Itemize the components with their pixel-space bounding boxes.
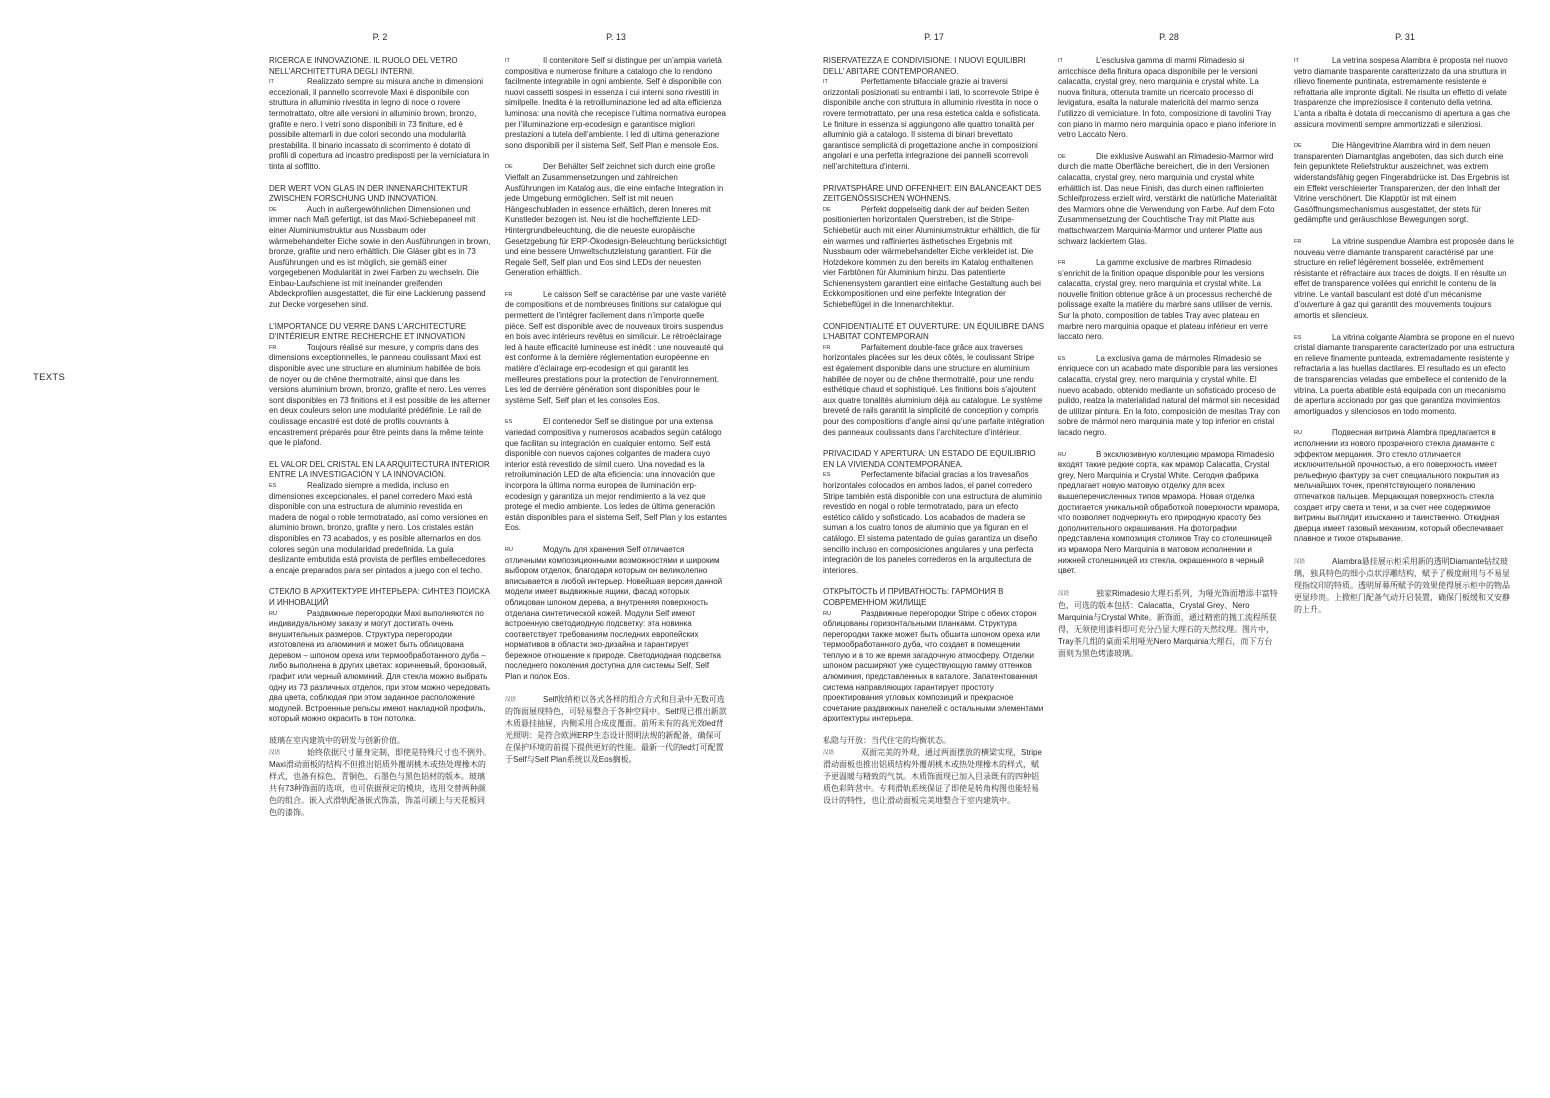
language-section	[269, 736, 491, 819]
section-body	[1058, 258, 1280, 343]
language-section	[823, 56, 1045, 173]
section-text: Подвесная витрина Alambra предлагается в исполнении из нового прозрачного стекла диаманте с эффектом мерцания. Это стекло отличается исключительной прочностью, а его поверхность имеет рельефную фактуру за счет специального покрытия из мельчайших точек, препятствующего появлению отпечатков пальцев. Мерцающая поверхность стекла создает игру света и тени, и за счет нее содержимое витрины выглядит изысканно и таинственно. Откидная дверца имеет газовый механизм, который обеспечивает плавное и тихое открывание.	[1294, 428, 1504, 544]
language-section	[269, 56, 491, 173]
section-body	[269, 343, 491, 449]
language-section	[269, 460, 491, 577]
language-section	[1058, 152, 1280, 247]
section-body	[269, 747, 491, 819]
section-body	[823, 470, 1045, 576]
language-section	[505, 694, 727, 766]
language-tag: ES	[1294, 334, 1302, 341]
language-tag: FR	[1294, 238, 1302, 245]
section-body	[823, 343, 1045, 438]
section-body	[1058, 354, 1280, 439]
language-tag: DE	[505, 164, 513, 171]
section-body	[505, 290, 727, 407]
language-tag: IT	[505, 58, 510, 64]
language-tag: RU	[505, 546, 513, 553]
language-tag: IT	[269, 79, 274, 86]
section-text: Realizado siempre a medida, incluso en dimensiones excepcionales, el panel corredero Maxi está disponible con una estructura de aluminio revestida en madera de nogal o roble termotratado, así como versiones en aluminio brown, bronzo, grafite y nero. Los cristales están disponibles en 73 acabados, y es posible alternarlos en dos colores según una modularidad predefinida. La guía deslizante embutida está provista de perfiles embellecedores a encaje preparados para ser pintados a juego con el techo.	[269, 480, 488, 575]
language-section	[1058, 354, 1280, 439]
section-text: Раздвижные перегородки Stripe с обеих сторон облицованы горизонтальными планками. Структура перегородки также может быть обшита шпоном ореха или термообработанного дуба, что создает в помещении теплую и в то же время загадочную атмосферу. Отделки шпоном расширяют уже существующую гамму оттенков алюминия, представленных в каталоге. Запатентованная система направляющих гарантирует простоту проектирования угловых композиций и прекрасное сочетание раздвижных панелей с остальными элементами архитектуры интерьера.	[823, 608, 1044, 724]
language-tag: FR	[1058, 260, 1066, 267]
section-title: СТЕКЛО В АРХИТЕКТУРЕ ИНТЕРЬЕРА: СИНТЕЗ ПОИСКА И ИННОВАЦИЙ	[269, 587, 490, 607]
language-section	[505, 417, 727, 534]
section-title: PRIVATSPHÄRE UND OFFENHEIT: EIN BALANCEAKT DES ZEITGENÖSSISCHEN WOHNENS.	[823, 183, 1042, 204]
language-section	[1294, 333, 1516, 418]
text-column-p31	[1294, 32, 1516, 627]
language-tag: DE	[1058, 153, 1066, 160]
section-body	[505, 56, 727, 151]
language-tag: RU	[1058, 451, 1066, 458]
section-text: La vitrina colgante Alambra se propone en el nuevo cristal diamante transparente caracterizado por una estructura en relieve finamente punteada, extremadamente resistente y refractaria a las huellas dactilares. El resultado es un efecto de transparencias veladas que embellece el contenido de la vitrina. La puerta abatible está equipada con un mecanismo de apertura accionado por gas que garantiza movimientos amortiguados y silenciosos en todo momento.	[1294, 332, 1515, 416]
section-body	[1294, 333, 1516, 418]
language-section	[823, 184, 1045, 311]
language-tag: FR	[269, 344, 277, 351]
section-body	[505, 162, 727, 279]
language-tag: 汉语	[1294, 558, 1306, 565]
section-text: Realizzato sempre su misura anche in dimensioni eccezionali, il pannello scorrevole Maxi è disponibile con struttura in alluminio rivestita in legno di noce o rovere termotrattato, oltre alle versioni in alluminio brown, bronzo, grafite e nero. I vetri sono disponibili in 73 finiture, ed è possibile alternarli in due colori secondo una modularità prestabilita. Il binario incassato di scorrimento è dotato di profili di copertura ad incastro predisposti per la verniciatura in tinta al soffitto.	[269, 77, 490, 171]
section-title: ОТКРЫТОСТЬ И ПРИВАТНОСТЬ: ГАРМОНИЯ В СОВРЕМЕННОМ ЖИЛИЩЕ	[823, 587, 1004, 607]
language-section	[505, 545, 727, 683]
section-text: Toujours réalisé sur mesure, y compris dans des dimensions exceptionnelles, le panneau coulissant Maxi est disponible avec une structure en aluminium habillée de bois de noyer ou de chêne thermotraité, ainsi que dans les versions aluminium brown, bronzo, grafite et nero. Les verres sont disponibles en 73 finitions et il est possible de les alterner en deux couleurs selon une modularité prédéfinie. Le rail de coulissage encastré est doté de profils couvrants à encastrement préparés pour être peints dans la même teinte que le plafond.	[269, 342, 491, 448]
page-number: P. 17	[924, 32, 944, 42]
language-tag: ES	[505, 419, 513, 426]
section-title: CONFIDENTIALITÉ ET OUVERTURE: UN ÉQUILIBRE DANS L’HABITAT CONTEMPORAIN	[823, 321, 1045, 342]
language-tag: 汉语	[823, 749, 835, 756]
section-body	[823, 205, 1045, 311]
language-section	[505, 162, 727, 279]
section-text: 独家Rimadesio大理石系列，为哑光饰面增添丰富特色，可选的版本包括：Calacatta、Crystal Grey、Nero Marquinia与Crystal White。新饰面，通过精密的抛工流程所获得，无须使用漆料即可充分凸显大理石的天然纹理。图片中，Tray茶几组的桌面采用哑光Nero Marquinia大理石，而下方台面则为黑色烤漆玻璃。	[1058, 588, 1278, 658]
language-tag: ES	[269, 482, 277, 489]
section-text: 始终依据尺寸量身定制，即使是特殊尺寸也不例外。Maxi滑动面板的结构不但推出铝质外覆胡桃木或热处理橡木的样式，也备有棕色、青铜色、石墨色与黑色铝材的版本。玻璃共有73种饰面的选项，也可依据预定的模块，选用交替两种颜色的组合。嵌入式滑轨配备嵌式饰盖，饰盖可刷上与天花板同色的漆饰。	[269, 747, 491, 817]
section-text: 双面完美的外观，通过两面摆放的横梁实现，Stripe滑动面板也推出铝质结构外覆胡桃木或热处理橡木的样式，赋予更温暖与精致的气氛。木质饰面现已加入目录既有的四种铝质色彩阵营中。专利滑轨系统保证了即使是转角构图也能轻易设计的特性，也让滑动面板完美地整合于室内建筑中。	[823, 747, 1042, 805]
section-text: Die Hängevitrine Alambra wird in dem neuen transparenten Diamantglas angeboten, das sich durch eine fein gepunktete Reliefstruktur auszeichnet, was extrem widerstandsfähig gegen Fingerabdrücke ist. Das Ergebnis ist ein Effekt verschleierter Transparenzen, der den Inhalt der Vitrine verschönert. Die Klapptür ist mit einem Gasöffnungsmechanismus ausgestattet, der stets für gedämpfte und geräuschlose Bewegungen sorgt.	[1294, 141, 1510, 225]
section-title: 玻璃在室内建筑中的研发与创新价值。	[269, 736, 405, 746]
language-section	[823, 449, 1045, 576]
section-title: RISERVATEZZA E CONDIVISIONE. I NUOVI EQUILIBRI DELL’ ABITARE CONTEMPORANEO.	[823, 56, 1026, 76]
section-text: El contenedor Self se distingue por una extensa variedad compositiva y numerosos acabados según catálogo que facilitan su integración en cualquier entorno. Self está disponible con nuevos cajones colgantes de madera cuyo interior está revestido de símil cuero. Una novedad es la retroiluminación LED de alta eficiencia: una innovación que incorpora la última norma europea de iluminación erp-ecodesign y garantiza un mejor rendimiento a la vez que protege el medio ambiente. Los ledes de última generación están disponibles para el sistema Self, Self Plan y los estantes Eos.	[505, 417, 727, 533]
language-section	[1294, 556, 1516, 616]
page-number: P. 2	[372, 32, 388, 42]
section-text: Il contenitore Self si distingue per un’ampia varietà compositiva e numerose finiture a catalogo che lo rendono facilmente integrabile in ogni ambiente. Self è disponibile con nuovi cassetti sospesi in essenza i cui interni sono rivestiti in similpelle. Inedita è la retroilluminazione led ad alta efficienza luminosa: una novità che recepisce l’ultima normativa europea per l’illuminazione erp-ecodesign e garantisce migliori prestazioni a tutela dell’ambiente. I led di ultima generazione sono disponibili per il sistema Self, Self Plan e mensole Eos.	[505, 56, 727, 150]
section-title: 私隐与开放：当代住宅的均衡状态。	[823, 736, 951, 746]
section-title: RICERCA E INNOVAZIONE. IL RUOLO DEL VETRO NELL’ARCHITETTURA DEGLI INTERNI.	[269, 56, 458, 76]
side-label: TEXTS	[33, 372, 66, 383]
section-text: Parfaitement double-face grâce aux traverses horizontales placées sur les deux côtés, le coulissant Stripe est également disponible dans une structure en aluminium habillée de noyer ou de chêne thermotraité, pour une rendu esthétique chaud et sophistiqué. Les finitions bois s’ajoutent aux quatre tonalités aluminium déjà au catalogue. Le système breveté de rails garantit la simplicité de conception y compris pour des compositions d’angle ainsi qu’une parfaite intégration des panneaux coulissants dans l’architecture d’intérieur.	[823, 342, 1045, 437]
section-text: L’esclusiva gamma di marmi Rimadesio si arricchisce della finitura opaca disponibile per le versioni calacatta, crystal grey, nero marquinia e crystal white. La nuova finitura, ottenuta tramite un ricercato processo di levigatura, esalta la naturale matericità del marmo senza l’utilizzo di verniciature. In foto, composizione di tavolini Tray con piano in marmo nero marquinia opaco e piano inferiore in vetro Laccato Nero.	[1058, 56, 1276, 140]
text-column-p13	[505, 32, 727, 777]
language-tag: ES	[1058, 355, 1066, 362]
language-tag: 汉语	[505, 696, 517, 703]
section-body	[1294, 141, 1516, 226]
language-tag: RU	[823, 610, 831, 617]
text-column-p2	[269, 32, 491, 830]
section-title: DER WERT VON GLAS IN DER INNENARCHITEKTUR ZWISCHEN FORSCHUNG UND INNOVATION.	[269, 183, 468, 204]
section-body	[1058, 152, 1280, 247]
section-text: Раздвижные перегородки Maxi выполняются по индивидуальному заказу и могут достигать очень внушительных размеров. Структура перегородки изготовлена из алюминия и может быть облицована деревом – шпоном ореха или термообработанного дуба – либо выполнена в других цветах: коричневый, бронзовый, графит или черный алюминий. Для стекла можно выбрать одну из 73 различных отделок, при этом можно чередовать два цвета, соблюдая при этом заданное расположение модулей. Встроенные рельсы имеют накладной профиль, который можно окрасить в тон потолка.	[269, 608, 490, 724]
section-text: La gamme exclusive de marbres Rimadesio s’enrichit de la finition opaque disponible pour les versions calacatta, crystal grey, nero marquinia et crystal white. La nouvelle finition obtenue grâce à un processus recherché de polissage exalte la matière du marbre sans utiliser de vernis. Sur la photo, composition de tables Tray avec plateau en marbre nero marquinia opaque et plateau inférieur en verre laccato nero.	[1058, 258, 1273, 342]
section-body	[269, 205, 491, 311]
section-title: PRIVACIDAD Y APERTURA: UN ESTADO DE EQUILIBRIO EN LA VIVIENDA CONTEMPORÁNEA.	[823, 449, 1036, 469]
section-body	[269, 77, 491, 172]
section-body	[1058, 450, 1280, 577]
section-text: La vitrine suspendue Alambra est proposée dans le nouveau verre diamante transparent caractérisé par une structure en relief légèrement bosselée, extrêmement résistante et réfractaire aux traces de doigts. Il en résulte un effet de transparence voilées qui enrichit le contenu de la vitrine. Le vantail basculant est doté d’un mécanisme d’ouverture à gaz qui garantit des mouvements toujours amortis et silencieux.	[1294, 236, 1514, 321]
language-section	[269, 322, 491, 449]
section-text: Die exklusive Auswahl an Rimadesio-Marmor wird durch die matte Oberfläche bereichert, die in den Versionen calacatta, crystal grey, nero marquinia und crystal white erhältlich ist. Das neue Finish, das durch einen raffinierten Schleifprozess erzielt wird, verstärkt die natürliche Materialität des Marmors ohne die Verwendung von Farbe. Auf dem Foto Zusammensetzung der Couchtische Tray mit Platte aus mattschwarzem Marquinia-Marmor und unterer Platte aus schwarz lackiertem Glas.	[1058, 151, 1277, 246]
section-text: Der Behälter Self zeichnet sich durch eine große Vielfalt an Zusammensetzungen und zahlreichen Ausführungen im Katalog aus, die eine einfache Integration in jede Umgebung ermöglichen. Self ist mit neuen Hängeschubladen in essence erhältlich, deren Inneres mit Kunstleder bezogen ist. Neu ist die hocheffiziente LED-Hintergrundbeleuchtung, die die neueste europäische Gesetzgebung für ERP-Ökodesign-Beleuchtung berücksichtigt und eine bessere Umweltschutzleistung garantiert. Für die Regale Self, Self plan und Eos sind LEDs der neuesten Generation erhältlich.	[505, 162, 727, 278]
section-text: La exclusiva gama de mármoles Rimadesio se enriquece con un acabado mate disponible para las versiones calacatta, crystal grey, nero marquinia y crystal white. El nuevo acabado, obtenido mediante un sofisticado proceso de pulido, realza la materialidad natural del mármol sin necesidad de utilizar pintura. En la foto, composición de mesitas Tray con sobre de mármol nero marquinia mate y top inferior en cristal lacado negro.	[1058, 353, 1280, 437]
language-tag: IT	[1058, 58, 1063, 64]
section-title: EL VALOR DEL CRISTAL EN LA ARQUITECTURA INTERIOR ENTRE LA INVESTIGACIÓN Y LA INNOVACIÓN.	[269, 459, 490, 480]
section-text: Perfekt doppelseitig dank der auf beiden Seiten positionierten horizontalen Querstreben, ist die Stripe-Schiebetür auch mit einer Aluminiumstruktur erhältlich, die für ein warmes und raffiniertes ästhetisches Ergebnis mit Nussbaum oder wärmebehandelter Eiche verkleidet ist. Die Holzdekore kommen zu den bereits im Katalog enthaltenen vier Farbtönen für Aluminium hinzu. Das patentierte Schienensystem garantiert eine einfache Gestaltung auch bei Eckkompositionen und eine perfekte Integration der Schiebeflügel in die Innenarchitektur.	[823, 204, 1041, 310]
section-body	[1294, 237, 1516, 322]
section-text: Perfettamente bifacciale grazie ai traversi orizzontali posizionati su entrambi i lati, lo scorrevole Stripe è disponibile anche con struttura in alluminio rivestita in noce o rovere termotrattato, per una resa estetica calda e sofisticata. Le finiture in essenza si aggiungono alle quattro tonalità per alluminio già a catalogo. Il sistema di binari brevettato garantisce semplicità di progettazione anche in composizioni angolari e una perfetta integrazione dei pannelli scorrevoli nell’architettura d’interni.	[823, 77, 1041, 171]
language-tag: 汉语	[269, 749, 281, 756]
section-body	[505, 694, 727, 766]
section-text: La vetrina sospesa Alambra è proposta nel nuovo vetro diamante trasparente caratterizzato da una struttura in rilievo finemente puntinata, estremamente resistente e refrattaria alle impronte digitali. Ne risulta un effetto di velate trasparenze che impreziosisce il contenuto della vetrina. L’anta a ribalta è dotata di meccanismo di apertura a gas che assicura movimenti sempre ammortizzati e silenziosi.	[1294, 56, 1511, 129]
language-section	[823, 736, 1045, 807]
page-number: P. 13	[606, 32, 626, 42]
language-section	[1058, 56, 1280, 141]
language-section	[505, 56, 727, 151]
section-body	[1294, 556, 1516, 616]
language-section	[1294, 237, 1516, 322]
language-tag: RU	[1294, 430, 1302, 437]
language-section	[269, 587, 491, 725]
language-section	[1058, 450, 1280, 577]
language-section	[1294, 56, 1516, 130]
language-tag: RU	[269, 610, 277, 617]
section-body	[823, 77, 1045, 172]
section-body	[505, 417, 727, 534]
section-text: В эксклюзивную коллекцию мрамора Rimadesio входят такие редкие сорта, как мрамор Calacatta, Crystal grey, Nero Marquinia и Crystal White. Сегодня фабрика предлагает новую матовую отделку для всех вышеперечисленных типов мрамора. Новая отделка достигается уникальной обработкой поверхности мрамора, что позволяет подчеркнуть его природную красоту без дополнительного окрашивания. На фотографии представлена композиция столиков Tray со столешницей из мрамора Nero Marquinia в матовом исполнении и нижней столешницей из стекла, окрашенного в черный цвет.	[1058, 449, 1280, 576]
section-body	[1058, 588, 1280, 660]
language-tag: 汉语	[1058, 590, 1070, 597]
section-body	[505, 545, 727, 683]
page-number: P. 31	[1395, 32, 1415, 42]
language-tag: IT	[823, 79, 828, 86]
section-body	[823, 747, 1045, 807]
language-tag: FR	[823, 344, 831, 351]
language-section	[1294, 428, 1516, 545]
language-section	[1058, 588, 1280, 660]
section-body	[1294, 428, 1516, 545]
section-body	[269, 481, 491, 576]
language-section	[505, 290, 727, 407]
language-tag: IT	[1294, 58, 1299, 64]
text-column-p28	[1058, 32, 1280, 671]
section-body	[1294, 56, 1516, 130]
section-text: Alambra悬挂展示柜采用新的透明Diamante钻纹玻璃，独具特色的细小点状浮雕结构，赋予了极度耐用与不易显现指纹印的特质。透明屏幕所赋予的效果使得展示柜中的物品更显珍贵。上掀柜门配备气动开启装置，确保门板缓和又安静的上升。	[1294, 556, 1510, 614]
language-section	[823, 322, 1045, 439]
section-text: Self收纳柜以各式各样的组合方式和目录中无数可选的饰面展现特色，可轻易整合于各种空间中。Self现已推出新款木质悬挂抽屉，内侧采用合成皮覆面。前所未有的高光效led背光照明：是符合欧洲ERP生态设计照明法规的新配备，确保可在保护环境的前提下提供更好的性能。最新一代的led灯可配置于Self与Self Plan系统以及Eos搁板。	[505, 694, 727, 764]
section-body	[269, 609, 491, 726]
section-text: Le caisson Self se caractérise par une vaste variété de compositions et de nombreuses finitions sur catalogue qui permettent de l’intégrer facilement dans n’importe quelle pièce. Self est disponible avec de nouveaux tiroirs suspendus en bois avec intérieurs revêtus en similicuir. Le rétroéclairage led à haute efficacité lumineuse est inédit : une nouveauté qui est conforme à la dernière réglementation européenne en matière d’éclairage erp-ecodesign et qui garantit les meilleures prestations pour la protection de l’environnement. Les led de dernière génération sont disponibles pour le système Self, Self plan et les consoles Eos.	[505, 289, 727, 405]
text-column-p17	[823, 32, 1045, 818]
section-body	[823, 609, 1045, 726]
language-tag: ES	[823, 472, 831, 479]
language-tag: DE	[823, 206, 831, 213]
language-tag: FR	[505, 291, 513, 298]
section-body	[1058, 56, 1280, 141]
section-text: Модуль для хранения Self отличается отличными композиционными возможностями и широким выбором отделок, благодаря которым он великолепно вписывается в любой интерьер. Новейшая версия данной модели имеет выдвижные ящики, фасад которых облицован шпоном дерева, а внутренняя поверхность отделана синтетической кожей. Модули Self имеют встроенную светодиодную подсветку: эта новинка соответствует требованиям последних европейских нормативов в области эко-дизайна и гарантирует бережное отношение к природе. Светодиодная подсветка последнего поколения доступна для системы Self, Self Plan и полок Eos.	[505, 544, 723, 682]
section-text: Perfectamente bifacial gracias a los travesaños horizontales colocados en ambos lados, el panel corredero Stripe también está disponible con una estructura de aluminio revestido en nogal o roble termotratado, para un efecto estético cálido y sofisticado. Los acabados de madera se suman a los cuatro tonos de aluminio que ya figuran en el catálogo. El sistema patentado de guías garantiza un diseño sencillo incluso en composiciones angulares y una perfecta integración de los paneles correderos en la arquitectura de interiores.	[823, 470, 1042, 575]
language-tag: DE	[1294, 143, 1302, 150]
language-section	[269, 184, 491, 311]
section-title: L’IMPORTANCE DU VERRE DANS L’ARCHITECTURE D’INTÉRIEUR ENTRE RECHERCHE ET INNOVATION	[269, 321, 467, 342]
language-tag: DE	[269, 206, 277, 213]
language-section	[1294, 141, 1516, 226]
page-number: P. 28	[1159, 32, 1179, 42]
language-section	[1058, 258, 1280, 343]
language-section	[823, 587, 1045, 725]
section-text: Auch in außergewöhnlichen Dimensionen und immer nach Maß gefertigt, ist das Maxi-Schiebepaneel mit einer Aluminiumstruktur aus Nussbaum oder wärmebehandelter Eiche sowie in den Ausführungen in brown, bronze, grafite und nero erhältlich. Die Gläser gibt es in 73 Ausführungen und es ist möglich, sie gemäß einer vorgegebenen Modularität in zwei Farben zu wechseln. Die Einbau-Laufschiene ist mit ineinander greifenden Abdeckprofilen ausgestattet, die für eine Lackierung passend zur Decke vorgesehen sind.	[269, 204, 491, 310]
